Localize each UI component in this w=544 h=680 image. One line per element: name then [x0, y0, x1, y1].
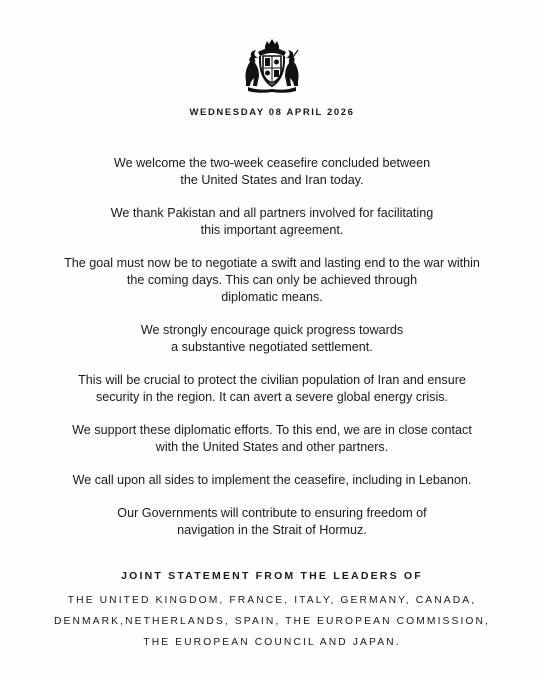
statement-paragraph	[20, 372, 524, 406]
paragraph-line: We support these diplomatic efforts. To this end, we are in close contact	[72, 423, 472, 437]
statement-paragraph	[20, 422, 524, 456]
leaders-list	[0, 590, 544, 653]
paragraph-line: this important agreement.	[200, 223, 344, 237]
royal-coat-of-arms-icon	[238, 38, 306, 94]
statement-body	[20, 155, 524, 555]
paragraph-line: We welcome the two-week ceasefire concluded between	[113, 156, 431, 170]
paragraph-line: We thank Pakistan and all partners involved for facilitating	[110, 206, 434, 220]
statement-paragraph	[20, 155, 524, 189]
leaders-line: THE EUROPEAN COUNCIL AND JAPAN.	[143, 637, 401, 648]
paragraph-line: Our Governments will contribute to ensuring freedom of	[117, 506, 427, 520]
statement-date: WEDNESDAY 08 APRIL 2026	[189, 107, 355, 118]
paragraph-line: the United States and Iran today.	[180, 173, 364, 187]
paragraph-line: with the United States and other partners.	[155, 440, 389, 454]
statement-paragraph	[20, 255, 524, 306]
paragraph-line: The goal must now be to negotiate a swift and lasting end to the war within	[64, 256, 480, 270]
paragraph-line: security in the region. It can avert a severe global energy crisis.	[95, 390, 449, 404]
statement-paragraph	[20, 505, 524, 539]
paragraph-line: We call upon all sides to implement the ceasefire, including in Lebanon.	[72, 473, 472, 487]
paragraph-line: This will be crucial to protect the civilian population of Iran and ensure	[78, 373, 466, 387]
leaders-line: DENMARK,NETHERLANDS, SPAIN, THE EUROPEAN COMMISSION,	[53, 616, 491, 627]
statement-paragraph	[20, 205, 524, 239]
paragraph-line: a substantive negotiated settlement.	[171, 340, 373, 354]
paragraph-line: diplomatic means.	[221, 290, 323, 304]
statement-paragraph	[20, 322, 524, 356]
paragraph-line: navigation in the Strait of Hormuz.	[177, 523, 367, 537]
statement-paragraph	[20, 472, 524, 489]
leaders-line: THE UNITED KINGDOM, FRANCE, ITALY, GERMANY, CANADA,	[67, 595, 477, 606]
paragraph-line: the coming days. This can only be achieved through	[126, 273, 418, 287]
paragraph-line: We strongly encourage quick progress towards	[140, 323, 404, 337]
joint-statement-title: JOINT STATEMENT FROM THE LEADERS OF	[121, 570, 423, 582]
